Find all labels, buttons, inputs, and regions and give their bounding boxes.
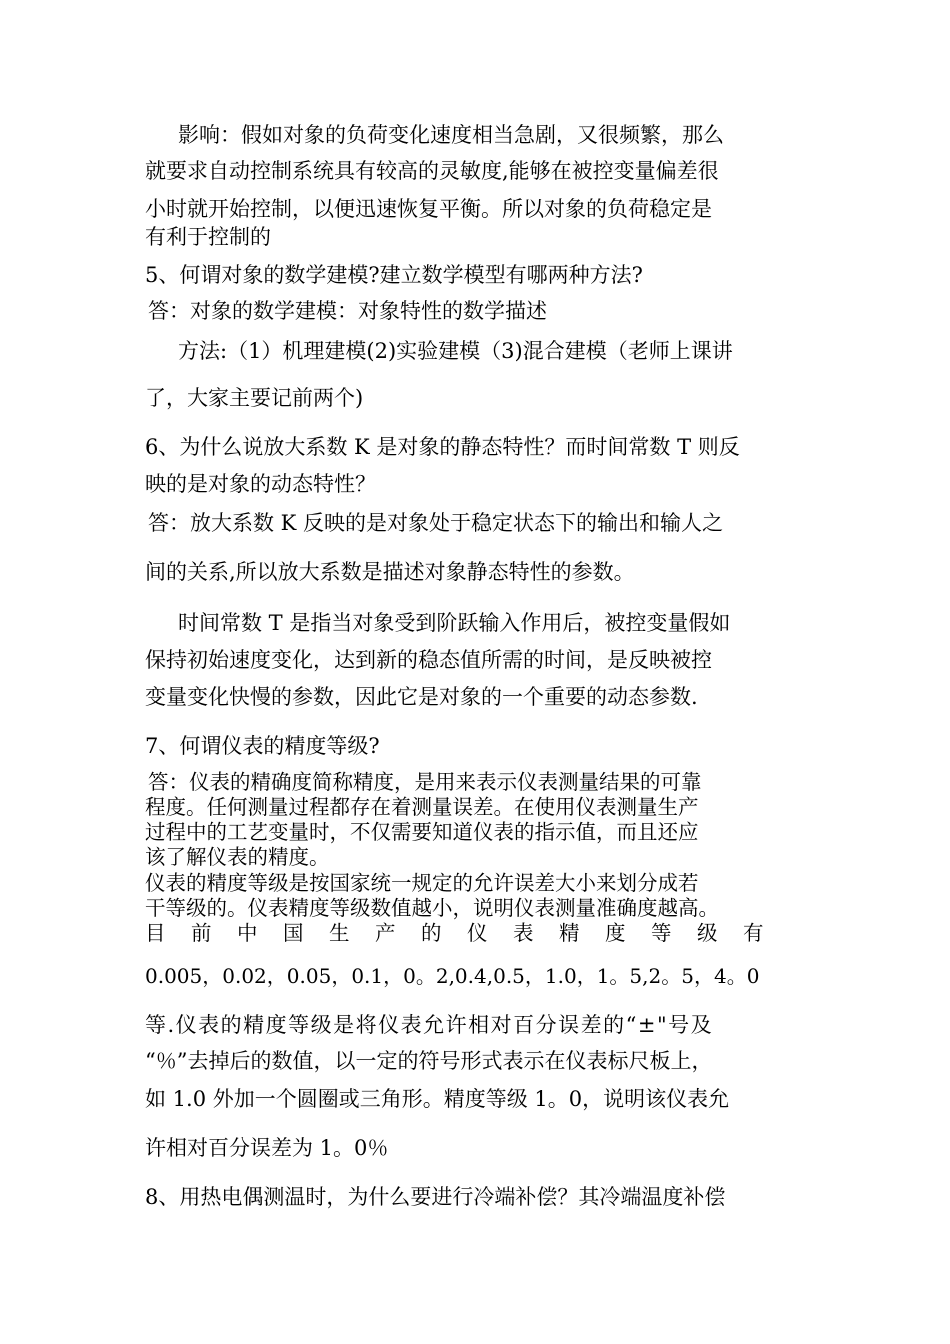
text-line: 变量变化快慢的参数，因此它是对象的一个重要的动态参数. [145,685,698,709]
text-line: 许相对百分误差为 1。0％ [145,1136,389,1160]
answer-6: 答：放大系数 K 反映的是对象处于稳定状态下的输出和输人之 [148,511,724,535]
question-5: 5、何谓对象的数学建模?建立数学模型有哪两种方法? [145,263,643,287]
question-7: 7、何谓仪表的精度等级? [145,734,380,758]
question-6-cont: 映的是对象的动态特性？ [145,472,376,496]
answer-7: 答：仪表的精确度简称精度，是用来表示仪表测量结果的可靠 [148,770,702,794]
text-line: 等.仪表的精度等级是将仪表允许相对百分误差的“±"号及 [145,1013,714,1037]
text-line: 小时就开始控制，以便迅速恢复平衡。所以对象的负荷稳定是 [145,197,712,221]
text-line-spaced: 目前中国生产的仪表精度等级有 [145,921,789,945]
precision-values: 0.005，0.02，0.05，0.1，0。2,0.4,0.5，1.0，1。5,2。5，4。0 [145,964,760,988]
text-line: 影响：假如对象的负荷变化速度相当急剧，又很频繁，那么 [178,123,724,147]
answer-5: 答：对象的数学建模：对象特性的数学描述 [148,299,547,323]
text-line: 方法:（1）机理建模(2)实验建模（3)混合建模（老师上课讲 [178,339,733,363]
text-line: 如 1.0 外加一个圆圈或三角形。精度等级 1。0，说明该仪表允 [145,1087,730,1111]
text-line: 程度。任何测量过程都存在着测量误差。在使用仪表测量生产 [145,795,699,819]
text-line: 间的关系,所以放大系数是描述对象静态特性的参数。 [145,560,635,584]
text-line: 该了解仪表的精度。 [145,845,330,869]
text-line: 过程中的工艺变量时，不仅需要知道仪表的指示值，而且还应 [145,820,699,844]
text-line: 就要求自动控制系统具有较高的灵敏度,能够在被控变量偏差很 [145,159,719,183]
question-6: 6、为什么说放大系数 K 是对象的静态特性？而时间常数 T 则反 [145,435,740,459]
text-line: 保持初始速度变化，达到新的稳态值所需的时间，是反映被控 [145,648,712,672]
text-line: 仪表的精度等级是按国家统一规定的允许误差大小来划分成若 [145,871,699,895]
question-8: 8、用热电偶测温时，为什么要进行冷端补偿？其冷端温度补偿 [145,1185,726,1209]
text-line: 干等级的。仪表精度等级数值越小，说明仪表测量准确度越高。 [145,896,719,920]
text-line: 时间常数 T 是指当对象受到阶跃输入作用后，被控变量假如 [178,611,731,635]
text-line: “％”去掉后的数值，以一定的符号形式表示在仪表标尺板上， [145,1049,713,1073]
text-line: 有利于控制的 [145,225,271,249]
text-line: 了，大家主要记前两个) [145,386,364,410]
